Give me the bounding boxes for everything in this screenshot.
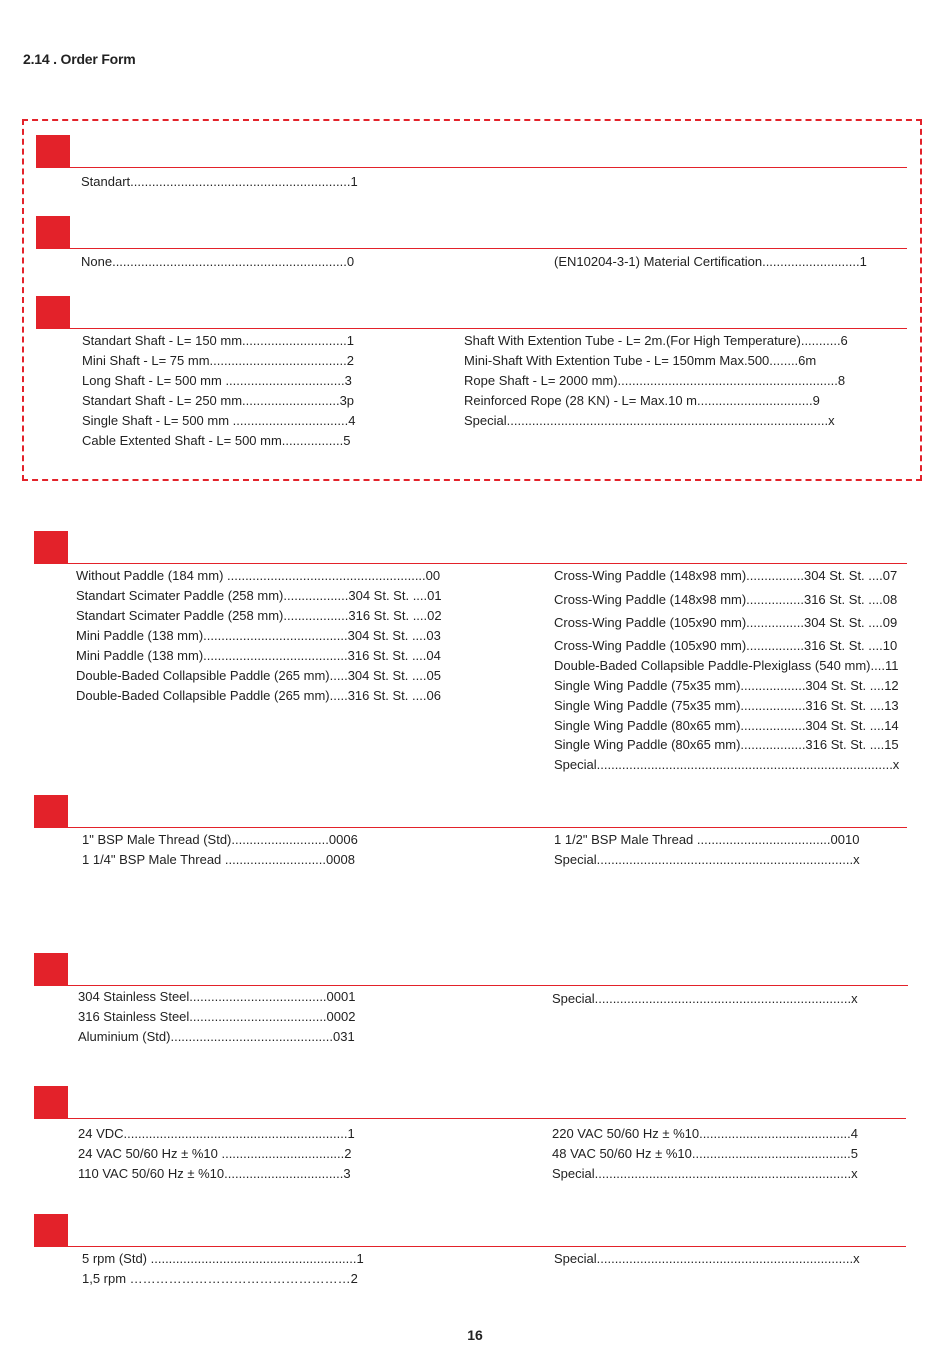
option-item: Special..................................................................................x <box>554 757 900 772</box>
option-item: 110 VAC 50/60 Hz ± %10.................................3 <box>78 1166 351 1181</box>
option-item: Standart Shaft - L= 150 mm.............................1 <box>82 333 355 348</box>
option-item: Cross-Wing Paddle (105x90 mm)................316 St. St. ....10 <box>554 638 898 653</box>
option-item: Cross-Wing Paddle (148x98 mm)................304 St. St. ....07 <box>554 568 898 583</box>
option-item: 1" BSP Male Thread (Std)...........................0006 <box>82 832 358 847</box>
option-item: 1,5 rpm ……………………………………………2 <box>82 1271 358 1286</box>
option-item: Single Wing Paddle (80x65 mm)..................304 St. St. ....14 <box>554 718 899 733</box>
option-item: 220 VAC 50/60 Hz ± %10..........................................4 <box>552 1126 859 1141</box>
option-item: Mini Paddle (138 mm)........................................316 St. St. ....04 <box>76 648 441 663</box>
option-item: None.................................................................0 <box>81 254 355 269</box>
section-marker <box>34 1214 68 1247</box>
section-rule <box>34 827 907 828</box>
section-rule <box>34 985 908 986</box>
option-item: Rope Shaft - L= 2000 mm).............................................................8 <box>464 373 846 388</box>
option-item: Single Wing Paddle (75x35 mm)..................304 St. St. ....12 <box>554 678 899 693</box>
option-item: Cross-Wing Paddle (148x98 mm)................316 St. St. ....08 <box>554 592 898 607</box>
option-item: 1 1/2" BSP Male Thread .....................................0010 <box>554 832 860 847</box>
option-item: Cross-Wing Paddle (105x90 mm)................304 St. St. ....09 <box>554 615 898 630</box>
section-marker <box>36 216 70 249</box>
section-rule <box>34 563 907 564</box>
option-item: 316 Stainless Steel......................................0002 <box>78 1009 356 1024</box>
section-marker <box>36 135 70 168</box>
option-item: 24 VDC..............................................................1 <box>78 1126 355 1141</box>
option-item: 24 VAC 50/60 Hz ± %10 ..................................2 <box>78 1146 352 1161</box>
section-rule <box>34 1118 906 1119</box>
page-heading: 2.14 . Order Form <box>23 51 136 67</box>
option-item: 48 VAC 50/60 Hz ± %10............................................5 <box>552 1146 859 1161</box>
section-rule <box>36 167 907 168</box>
option-item: Single Wing Paddle (80x65 mm)..................316 St. St. ....15 <box>554 737 899 752</box>
option-item: Standart.............................................................1 <box>81 174 358 189</box>
option-item: Special.......................................................................x <box>554 852 860 867</box>
option-item: Double-Baded Collapsible Paddle (265 mm).....316 St. St. ....06 <box>76 688 441 703</box>
option-item: Standart Scimater Paddle (258 mm)..................304 St. St. ....01 <box>76 588 442 603</box>
option-item: 1 1/4" BSP Male Thread ............................0008 <box>82 852 355 867</box>
option-item: Single Wing Paddle (75x35 mm)..................316 St. St. ....13 <box>554 698 899 713</box>
option-item: Single Shaft - L= 500 mm ................................4 <box>82 413 356 428</box>
section-rule <box>36 248 907 249</box>
option-item: 304 Stainless Steel......................................0001 <box>78 989 356 1004</box>
option-item: Cable Extented Shaft - L= 500 mm.................5 <box>82 433 351 448</box>
section-marker <box>34 531 68 564</box>
option-item: Double-Baded Collapsible Paddle (265 mm).....304 St. St. ....05 <box>76 668 441 683</box>
option-item: Mini Shaft - L= 75 mm......................................2 <box>82 353 354 368</box>
section-marker <box>36 296 70 329</box>
section-rule <box>34 1246 906 1247</box>
option-item: Standart Shaft - L= 250 mm...........................3p <box>82 393 355 408</box>
option-item: Special.......................................................................x <box>552 1166 858 1181</box>
option-item: Special.........................................................................................x <box>464 413 835 428</box>
option-item: (EN10204-3-1) Material Certification...........................1 <box>554 254 867 269</box>
option-item: Double-Baded Collapsible Paddle-Plexiglass (540 mm)....11 <box>554 658 899 673</box>
section-marker <box>34 1086 68 1119</box>
option-item: Long Shaft - L= 500 mm .................................3 <box>82 373 352 388</box>
option-item: Special.......................................................................x <box>552 991 858 1006</box>
option-item: Standart Scimater Paddle (258 mm)..................316 St. St. ....02 <box>76 608 442 623</box>
option-item: Shaft With Extention Tube - L= 2m.(For High Temperature)...........6 <box>464 333 848 348</box>
option-item: Aluminium (Std).............................................031 <box>78 1029 355 1044</box>
section-marker <box>34 795 68 828</box>
option-item: 5 rpm (Std) .........................................................1 <box>82 1251 364 1266</box>
option-item: Mini-Shaft With Extention Tube - L= 150mm Max.500........6m <box>464 353 817 368</box>
option-item: Reinforced Rope (28 KN) - L= Max.10 m................................9 <box>464 393 820 408</box>
section-marker <box>34 953 68 986</box>
option-item: Special.......................................................................x <box>554 1251 860 1266</box>
page-number: 16 <box>467 1327 483 1343</box>
option-item: Without Paddle (184 mm) .......................................................00 <box>76 568 441 583</box>
option-item: Mini Paddle (138 mm)........................................304 St. St. ....03 <box>76 628 441 643</box>
section-rule <box>36 328 907 329</box>
